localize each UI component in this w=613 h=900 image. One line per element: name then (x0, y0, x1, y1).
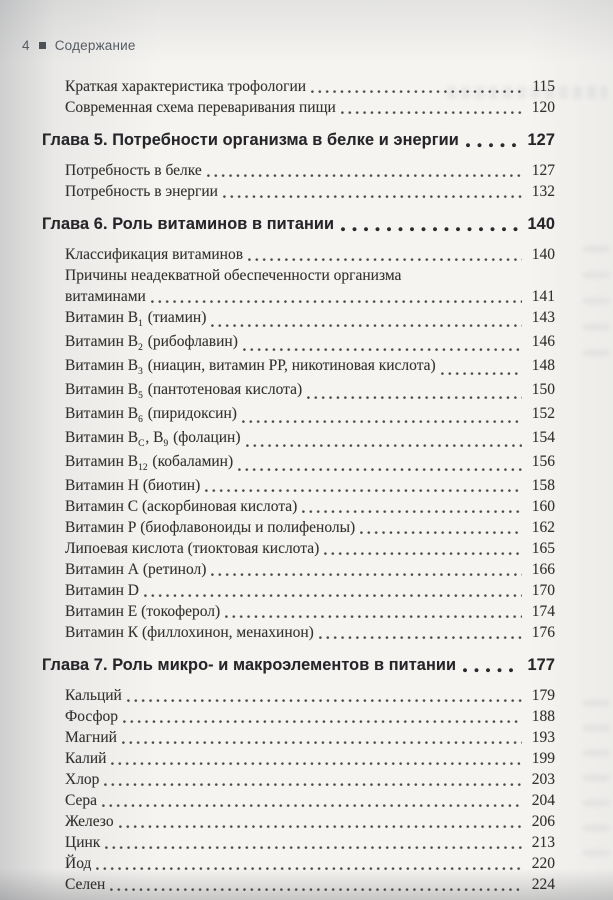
toc-entry-page: 148 (531, 357, 555, 374)
toc-entry-page: 224 (531, 876, 555, 893)
toc-entry-page: 174 (531, 603, 555, 620)
toc-entry-page: 170 (531, 582, 555, 599)
toc-entry (0, 653, 613, 677)
toc-entry-page: 220 (531, 855, 555, 872)
toc-entry-label: Цинк (65, 834, 101, 851)
toc-leader-dots (144, 593, 522, 598)
toc-entry (0, 517, 613, 538)
toc-entry-page: 166 (531, 561, 555, 578)
toc-entry-label: Железо (65, 813, 114, 830)
header-title: Содержание (54, 38, 136, 53)
toc-entry-label: Йод (65, 855, 92, 872)
toc-entry-label: Кальций (65, 687, 122, 704)
toc-entry (0, 97, 613, 118)
page-number: 4 (22, 38, 30, 53)
toc-entry-page: 160 (531, 498, 555, 515)
toc-entry-page: 206 (531, 813, 555, 830)
subscript-index: 1 (138, 319, 143, 329)
toc-leader-dots (96, 866, 522, 871)
toc-entry-page: 162 (531, 519, 555, 536)
toc-entry (0, 160, 613, 181)
toc-leader-dots (243, 347, 522, 352)
toc-leader-dots (341, 226, 519, 232)
toc-entry (0, 580, 613, 601)
toc-entry (0, 496, 613, 517)
subscript-index: 9 (163, 439, 169, 449)
toc-entry (0, 286, 613, 307)
toc-leader-dots (104, 782, 522, 787)
subscript-index: 3 (138, 367, 143, 377)
toc-entry-page: 199 (531, 750, 555, 767)
toc-entry-page: 158 (531, 477, 555, 494)
toc-entry-page: 165 (531, 540, 555, 557)
toc-entry-label: Фосфор (65, 708, 118, 725)
toc-entry-label: Потребность в белке (65, 162, 202, 179)
toc-leader-dots (307, 395, 522, 400)
toc-entry-page: 141 (531, 288, 555, 305)
toc-entry (0, 331, 613, 355)
toc-entry-page: 156 (531, 453, 555, 470)
toc-entry (0, 212, 613, 236)
toc-leader-dots (225, 614, 522, 619)
toc-entry (0, 769, 613, 790)
toc-entry-label: Витамин Е (токоферол) (65, 603, 221, 620)
toc-entry-label: Витамин Р (биофлавоноиды и полифенолы) (65, 519, 356, 536)
toc-leader-dots (341, 110, 522, 115)
toc-entry-label: витаминами (65, 288, 146, 305)
toc-entry (0, 748, 613, 769)
toc-leader-dots (110, 887, 522, 892)
toc-entry (0, 601, 613, 622)
toc-entry-label: Витамин D (65, 582, 139, 599)
toc-entry-page: 188 (531, 708, 555, 725)
toc-entry-label: Витамин С (аскорбиновая кислота) (65, 498, 298, 515)
toc-leader-dots (223, 194, 522, 199)
toc-entry (0, 622, 613, 643)
toc-leader-dots (151, 299, 522, 304)
toc-entry-label: Витамин $В_6$ (пиридоксин) (65, 405, 237, 425)
toc-entry-label: Витамин К (филлохинон, менахинон) (65, 624, 314, 641)
toc-entry (0, 790, 613, 811)
subscript-index: 5 (138, 391, 143, 401)
toc-entry (0, 244, 613, 265)
toc-entry-label: Витамин $В_{12}$ (кобаламин) (65, 453, 234, 473)
toc-leader-dots (242, 419, 522, 424)
toc-leader-dots (211, 572, 522, 577)
toc-entry-page: 176 (531, 624, 555, 641)
toc-leader-dots (302, 509, 522, 514)
toc-leader-dots (207, 173, 522, 178)
toc-leader-dots (102, 803, 522, 808)
toc-entry-label: Витамин $В_1$ (тиамин) (65, 309, 207, 329)
toc-entry (0, 811, 613, 832)
toc-leader-dots (119, 824, 522, 829)
toc-entry-label: Глава 7. Роль микро- и макроэлементов в питании (42, 656, 457, 674)
toc-leader-dots (246, 443, 523, 448)
toc-entry (0, 727, 613, 748)
toc-leader-dots (122, 740, 522, 745)
toc-entry-label: Витамин А (ретинол) (65, 561, 207, 578)
toc-entry (0, 403, 613, 427)
toc-leader-dots (466, 142, 519, 148)
toc-entry-page: 177 (527, 656, 555, 674)
toc-list (0, 76, 613, 895)
toc-leader-dots (105, 845, 522, 850)
toc-entry (0, 451, 613, 475)
toc-entry (0, 427, 613, 451)
toc-entry-label: Причины неадекватной обеспеченности организма (65, 267, 402, 284)
toc-entry-page: 140 (531, 246, 555, 263)
toc-entry-label: Витамин $В_2$ (рибофлавин) (65, 333, 238, 353)
toc-leader-dots (238, 467, 522, 472)
toc-entry (0, 706, 613, 727)
subscript-index: 12 (138, 463, 148, 473)
toc-entry-page: 127 (531, 162, 555, 179)
toc-leader-dots (360, 530, 522, 535)
toc-entry (0, 379, 613, 403)
toc-entry-page: 143 (531, 309, 555, 326)
toc-entry-label: Краткая характеристика трофологии (65, 78, 307, 95)
toc-leader-dots (205, 488, 522, 493)
toc-entry (0, 685, 613, 706)
toc-entry (0, 832, 613, 853)
square-bullet-icon (39, 42, 46, 49)
toc-leader-dots (311, 89, 522, 94)
toc-entry-label: Хлор (65, 771, 100, 788)
toc-entry-label: Селен (65, 876, 106, 893)
toc-entry-label: Классификация витаминов (65, 246, 244, 263)
toc-leader-dots (319, 635, 522, 640)
toc-entry (0, 475, 613, 496)
toc-entry-label: Сера (65, 792, 98, 809)
toc-entry-page: 152 (531, 405, 555, 422)
toc-entry-page: 140 (527, 215, 555, 233)
toc-leader-dots (211, 323, 522, 328)
toc-entry-page: 193 (531, 729, 555, 746)
running-header (22, 38, 136, 53)
toc-entry (0, 559, 613, 580)
toc-leader-dots (463, 667, 519, 673)
toc-leader-dots (127, 698, 522, 703)
toc-entry-page: 213 (531, 834, 555, 851)
toc-entry-label: Витамин Н (биотин) (65, 477, 201, 494)
toc-entry-page: 146 (531, 333, 555, 350)
subscript-index: 6 (138, 415, 143, 425)
subscript-index: 2 (138, 343, 143, 353)
toc-entry-page: 179 (531, 687, 555, 704)
toc-entry (0, 128, 613, 152)
toc-entry-wrapped-line (0, 265, 613, 286)
toc-entry-page: 204 (531, 792, 555, 809)
toc-entry-label: Липоевая кислота (тиоктовая кислота) (65, 540, 320, 557)
toc-entry-page: 127 (527, 131, 555, 149)
toc-entry-page: 150 (531, 381, 555, 398)
toc-entry (0, 307, 613, 331)
toc-entry (0, 355, 613, 379)
toc-entry-page: 132 (531, 183, 555, 200)
toc-entry (0, 538, 613, 559)
toc-leader-dots (441, 371, 522, 376)
toc-entry-label: Современная схема переваривания пищи (65, 99, 336, 116)
toc-entry (0, 76, 613, 97)
toc-entry-label: Глава 6. Роль витаминов в питании (42, 215, 335, 233)
toc-entry-label: Калий (65, 750, 107, 767)
toc-leader-dots (324, 551, 522, 556)
toc-entry-page: 203 (531, 771, 555, 788)
toc-entry (0, 181, 613, 202)
toc-entry (0, 853, 613, 874)
toc-entry (0, 874, 613, 895)
toc-entry-page: 115 (532, 78, 555, 95)
toc-leader-dots (111, 761, 522, 766)
toc-leader-dots (123, 719, 522, 724)
toc-entry-label: Витамин $В_С$, $В_9$ (фолацин) (65, 429, 241, 449)
toc-entry-page: 120 (531, 99, 555, 116)
toc-leader-dots (248, 257, 522, 262)
subscript-index: С (138, 439, 145, 449)
toc-entry-label: Потребность в энергии (65, 183, 218, 200)
toc-entry-page: 154 (531, 429, 555, 446)
toc-entry-label: Глава 5. Потребности организма в белке и энергии (42, 131, 459, 149)
toc-entry-label: Магний (65, 729, 117, 746)
toc-entry-label: Витамин $В_5$ (пантотеновая кислота) (65, 381, 303, 401)
toc-entry-label: Витамин $В_3$ (ниацин, витамин РР, никотиновая кислота) (65, 357, 436, 377)
